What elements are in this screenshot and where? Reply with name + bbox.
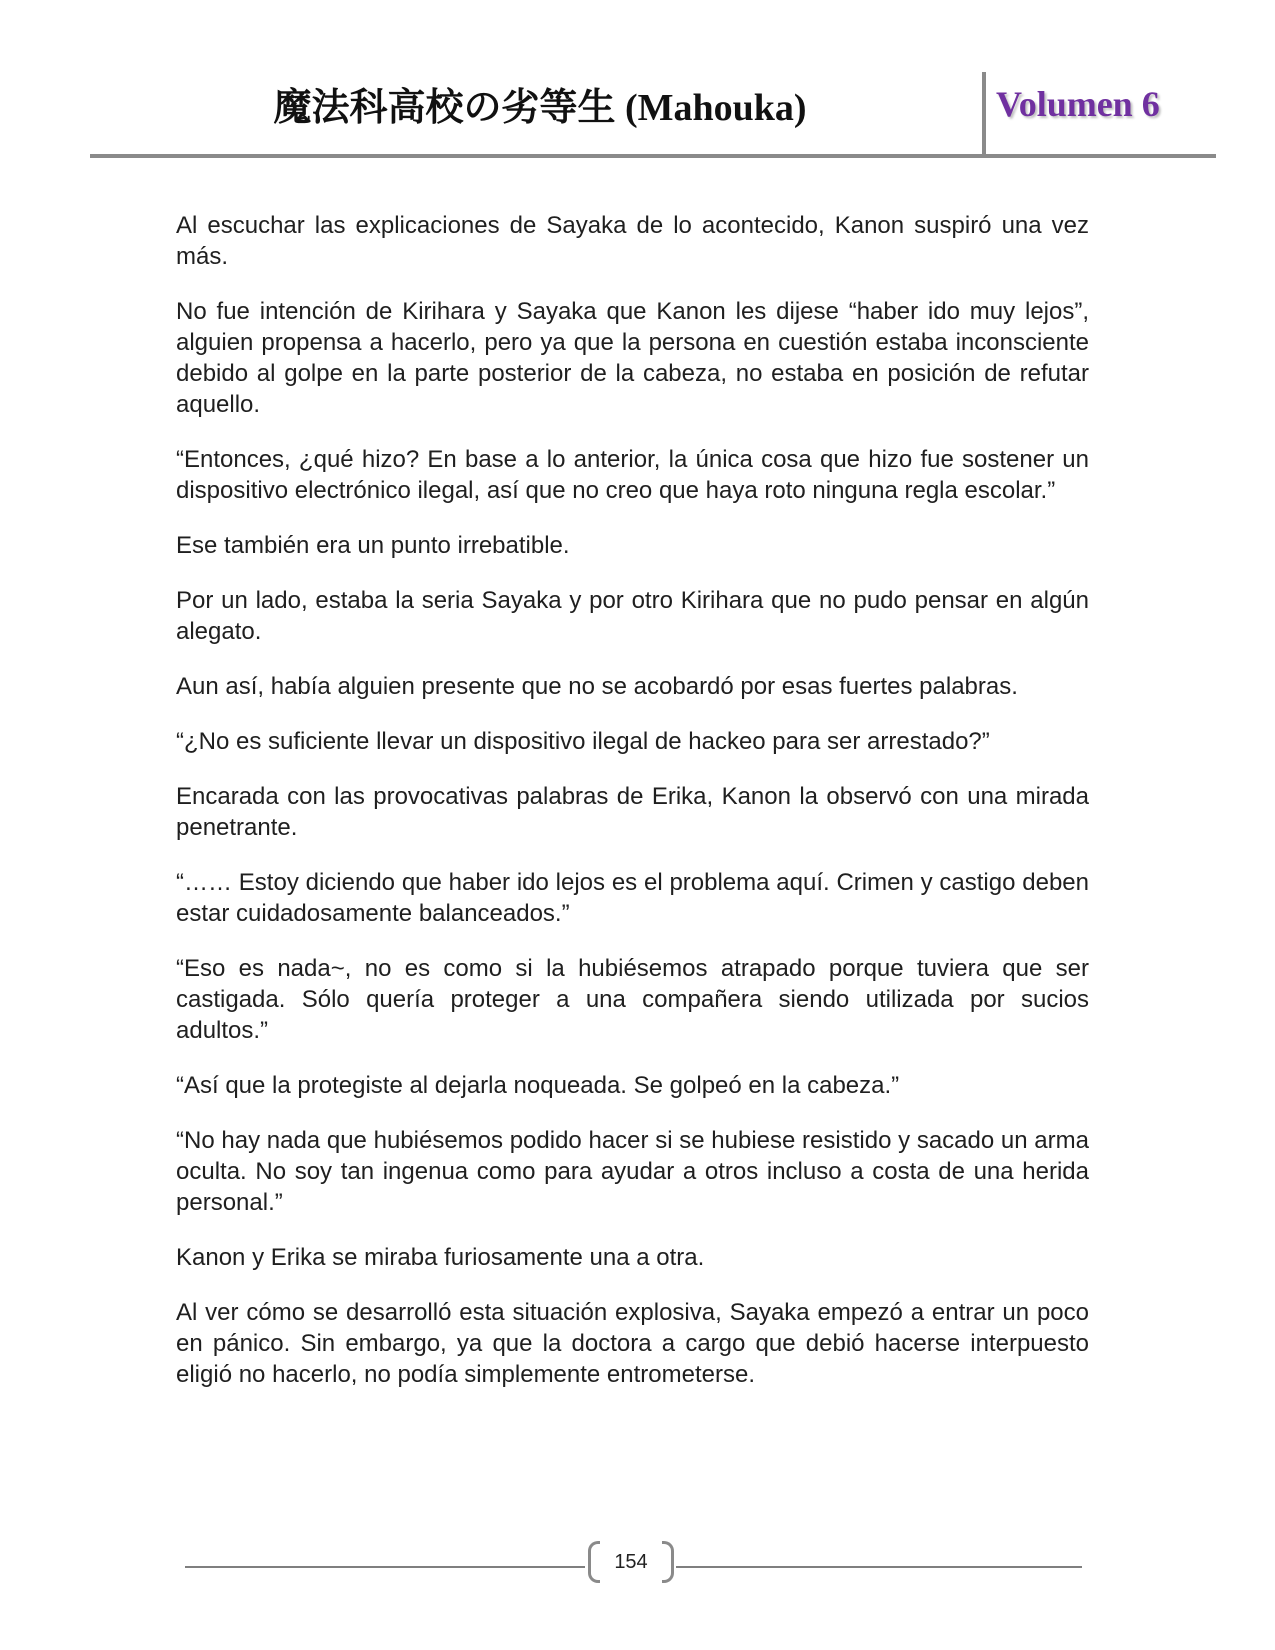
paragraph-7: “¿No es suficiente llevar un dispositivo ilegal de hackeo para ser arrestado?” bbox=[176, 728, 990, 755]
paragraph-10: “Eso es nada~, no es como si la hubiésemos atrapado porque tuviera que ser castigada. Sólo quería proteger a una compañera siendo utilizada por sucios adultos.” bbox=[176, 955, 1089, 1044]
paragraph-11: “Así que la protegiste al dejarla noqueada. Se golpeó en la cabeza.” bbox=[176, 1072, 900, 1099]
header-divider bbox=[982, 72, 986, 156]
paragraph-1: Al escuchar las explicaciones de Sayaka de lo acontecido, Kanon suspiró una vez más. bbox=[176, 212, 1089, 270]
paragraph-2: No fue intención de Kirihara y Sayaka que Kanon les dijese “haber ido muy lejos”, alguien propensa a hacerlo, pero ya que la persona en cuestión estaba inconsciente debido al golpe en la parte posterior de la cabeza, no estaba en posición de refutar aquello. bbox=[176, 298, 1089, 418]
paragraph-8: Encarada con las provocativas palabras de Erika, Kanon la observó con una mirada penetrante. bbox=[176, 783, 1089, 841]
footer-rule-left bbox=[185, 1566, 585, 1568]
header-rule bbox=[90, 154, 1216, 158]
paragraph-5: Por un lado, estaba la seria Sayaka y por otro Kirihara que no pudo pensar en algún alegato. bbox=[176, 587, 1089, 645]
page-number-frame bbox=[586, 1541, 676, 1589]
paragraph-13: Kanon y Erika se miraba furiosamente una a otra. bbox=[176, 1244, 705, 1271]
volume-label: Volumen 6 bbox=[996, 84, 1160, 124]
paragraph-14: Al ver cómo se desarrolló esta situación explosiva, Sayaka empezó a entrar un poco en pánico. Sin embargo, ya que la doctora a cargo que debió hacerse interpuesto eligió no hacerlo, no podía simplemente entrometerse. bbox=[176, 1299, 1089, 1388]
paragraph-3: “Entonces, ¿qué hizo? En base a lo anterior, la única cosa que hizo fue sostener un dispositivo electrónico ilegal, así que no creo que haya roto ninguna regla escolar.” bbox=[176, 446, 1089, 504]
paragraph-6: Aun así, había alguien presente que no se acobardó por esas fuertes palabras. bbox=[176, 673, 1018, 700]
page-body bbox=[176, 210, 1089, 1414]
right-brace-icon bbox=[662, 1541, 674, 1583]
footer-rule-right bbox=[676, 1566, 1082, 1568]
paragraph-4: Ese también era un punto irrebatible. bbox=[176, 532, 570, 559]
paragraph-9: “…… Estoy diciendo que haber ido lejos es el problema aquí. Crimen y castigo deben estar cuidadosamente balanceados.” bbox=[176, 869, 1089, 927]
book-title: 魔法科高校の劣等生 (Mahouka) bbox=[273, 87, 807, 129]
page-number: 154 bbox=[614, 1551, 648, 1573]
paragraph-12: “No hay nada que hubiésemos podido hacer si se hubiese resistido y sacado un arma oculta. No soy tan ingenua como para ayudar a otros incluso a costa de una herida personal.” bbox=[176, 1127, 1089, 1216]
